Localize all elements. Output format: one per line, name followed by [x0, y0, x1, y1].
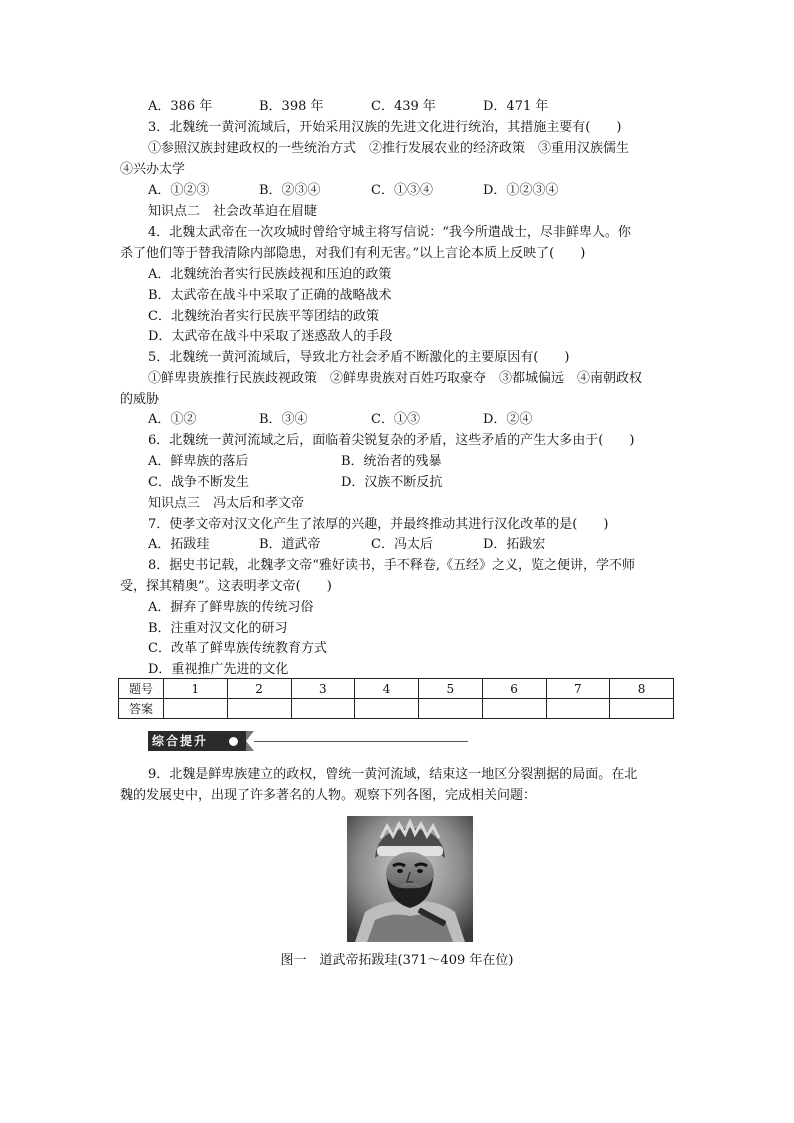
banner-dot-icon [229, 737, 238, 746]
q3-option-a: A．①②③ [148, 183, 210, 198]
q4-stem-line1: 4．北魏太武帝在一次攻城时曾给守城主将写信说：“我今所遣战士，尽非鲜卑人。你 [148, 225, 631, 240]
section-banner-label: 综合提升 [148, 731, 246, 751]
answer-table-number: 2 [227, 679, 291, 699]
q8-stem-line2: 受，探其精奥”。这表明孝文帝( ) [120, 579, 332, 594]
q5-items-line2: 的威胁 [120, 392, 160, 407]
q4-option-b: B．太武帝在战斗中采取了正确的战略战术 [148, 288, 392, 303]
banner-cap [246, 731, 254, 751]
q2-option-b: B．398 年 [259, 99, 324, 114]
q3-option-d: D．①②③④ [483, 183, 559, 198]
q8-option-d: D．重视推广先进的文化 [148, 662, 289, 677]
answer-cell[interactable] [610, 699, 674, 719]
answer-table-number: 8 [610, 679, 674, 699]
section-heading-3: 知识点三 冯太后和孝文帝 [148, 496, 305, 511]
q7-option-d: D．拓跋宏 [483, 537, 546, 552]
q4-option-d: D．太武帝在战斗中采取了迷惑敌人的手段 [148, 329, 393, 344]
q9-stem-line1: 9．北魏是鲜卑族建立的政权，曾统一黄河流域，结束这一地区分裂割据的局面。在北 [148, 767, 638, 782]
q7-option-c: C．冯太后 [371, 537, 433, 552]
q6-option-a: A．鲜卑族的落后 [148, 454, 249, 469]
answer-table-answer-row [119, 699, 674, 719]
q4-option-a: A．北魏统治者实行民族歧视和压迫的政策 [148, 267, 392, 282]
q7-stem: 7．使孝文帝对汉文化产生了浓厚的兴趣，并最终推动其进行汉化改革的是( ) [148, 517, 609, 532]
q8-option-b: B．注重对汉文化的研习 [148, 621, 288, 636]
answer-cell[interactable] [482, 699, 546, 719]
q5-items-line1: ①鲜卑贵族推行民族歧视政策 ②鲜卑贵族对百姓巧取豪夺 ③都城偏远 ④南朝政权 [148, 371, 643, 386]
q6-option-b: B．统治者的残暴 [341, 454, 442, 469]
answer-table-number-row [119, 679, 674, 699]
q2-option-c: C．439 年 [371, 99, 436, 114]
q6-stem: 6．北魏统一黄河流域之后，面临着尖锐复杂的矛盾，这些矛盾的产生大多由于( ) [148, 433, 635, 448]
figure-caption: 图一 道武帝拓跋珪(371～409 年在位) [280, 953, 514, 968]
q7-option-a: A．拓跋珪 [148, 537, 210, 552]
q2-option-d: D．471 年 [483, 99, 549, 114]
answer-table-number: 4 [355, 679, 419, 699]
portrait-image [347, 816, 473, 942]
q8-stem-line1: 8．据史书记载，北魏孝文帝“雅好读书，手不释卷,《五经》之义，览之便讲，学不师 [148, 558, 636, 573]
q8-option-a: A．摒弃了鲜卑族的传统习俗 [148, 600, 314, 615]
q3-items-line1: ①参照汉族封建政权的一些统治方式 ②推行发展农业的经济政策 ③重用汉族儒生 [148, 141, 630, 156]
q5-option-c: C．①③ [371, 412, 420, 427]
answer-table-answer-label: 答案 [119, 699, 164, 719]
q8-option-c: C．改革了鲜卑族传统教育方式 [148, 641, 327, 656]
answer-table-number: 6 [482, 679, 546, 699]
answer-table [118, 678, 674, 719]
answer-table-number-label: 题号 [119, 679, 164, 699]
answer-cell[interactable] [164, 699, 228, 719]
answer-cell[interactable] [227, 699, 291, 719]
q4-option-c: C．北魏统治者实行民族平等团结的政策 [148, 309, 379, 324]
section-banner [148, 731, 468, 751]
q5-option-b: B．③④ [259, 412, 308, 427]
q5-option-a: A．①② [148, 412, 197, 427]
q3-items-line2: ④兴办太学 [120, 162, 186, 177]
q7-option-b: B．道武帝 [259, 537, 321, 552]
q9-stem-line2: 魏的发展史中，出现了许多著名的人物。观察下列各图，完成相关问题： [120, 788, 537, 803]
section-heading-2: 知识点二 社会改革迫在眉睫 [148, 204, 318, 219]
answer-table-number: 5 [419, 679, 483, 699]
answer-cell[interactable] [291, 699, 355, 719]
q3-option-c: C．①③④ [371, 183, 433, 198]
q6-option-d: D．汉族不断反抗 [341, 475, 443, 490]
q2-option-a: A．386 年 [148, 99, 213, 114]
q5-option-d: D．②④ [483, 412, 533, 427]
q3-option-b: B．②③④ [259, 183, 321, 198]
answer-table-number: 1 [164, 679, 228, 699]
q5-stem: 5．北魏统一黄河流域后，导致北方社会矛盾不断激化的主要原因有( ) [148, 350, 570, 365]
answer-table-number: 7 [546, 679, 610, 699]
answer-cell[interactable] [419, 699, 483, 719]
answer-table-number: 3 [291, 679, 355, 699]
answer-cell[interactable] [546, 699, 610, 719]
q3-stem: 3．北魏统一黄河流域后，开始采用汉族的先进文化进行统治，其措施主要有( ) [148, 120, 622, 135]
portrait-illustration [347, 816, 473, 942]
answer-cell[interactable] [355, 699, 419, 719]
q6-option-c: C．战争不断发生 [148, 475, 249, 490]
banner-rule [254, 741, 468, 742]
q4-stem-line2: 杀了他们等于替我清除内部隐患，对我们有利无害。”以上言论本质上反映了( ) [120, 246, 586, 261]
